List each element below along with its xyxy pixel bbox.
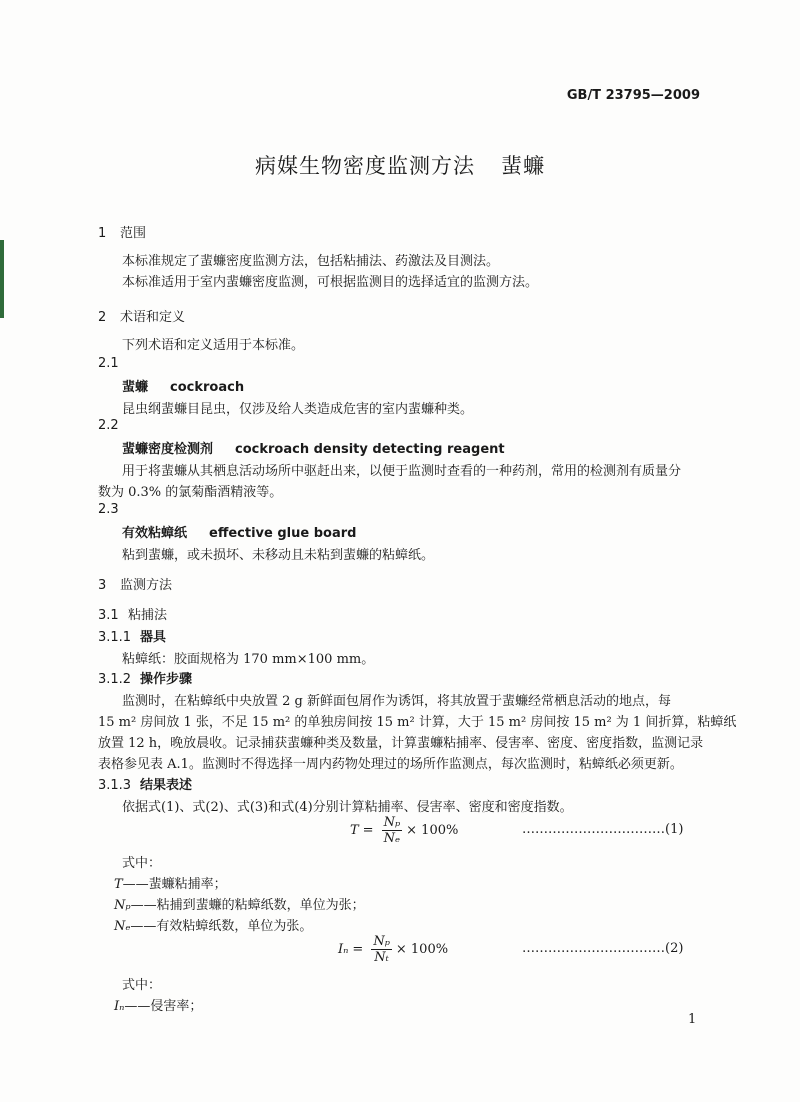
section-3-1-1-heading: 3.1.1 器具 <box>98 630 167 645</box>
section-3-1-1-text: 粘蟑纸：胶面规格为 170 mm×100 mm。 <box>122 652 375 667</box>
section-1-para-2: 本标准适用于室内蜚蠊密度监测，可根据监测目的选择适宜的监测方法。 <box>122 275 539 290</box>
definition-T: T——蜚蠊粘捕率； <box>114 877 227 892</box>
term-2-3: 有效粘蟑纸 effective glue board <box>122 526 357 541</box>
term-2-1-number: 2.1 <box>98 356 119 371</box>
title-main: 病媒生物密度监测方法 <box>255 154 475 178</box>
section-3-1-2-heading: 3.1.2 操作步骤 <box>98 672 193 687</box>
formula-2-label: ……………………………(2) <box>522 941 684 956</box>
term-2-2: 蜚蠊密度检测剂 cockroach density detecting reagent <box>122 442 505 457</box>
term-2-1: 蜚蠊 cockroach <box>122 380 245 395</box>
section-3-1-2-line-2: 15 m² 房间放 1 张，不足 15 m² 的单独房间按 15 m² 计算，大于 15 m² 房间按 15 m² 为 1 间折算，粘蟑纸 <box>98 715 737 730</box>
section-2-heading: 2 术语和定义 <box>98 310 186 325</box>
title-sub: 蜚蠊 <box>501 154 545 178</box>
definition-Np: Nₚ——粘捕到蜚蠊的粘蟑纸数，单位为张； <box>114 898 365 913</box>
formula-2: Iₙ = $\frac{\text{Nₚ}}{\text{Nₜ}}$ × 100% <box>338 934 449 965</box>
page-number: 1 <box>688 1012 697 1027</box>
section-3-1-heading: 3.1 粘捕法 <box>98 608 168 623</box>
section-3-1-2-line-1: 监测时，在粘蟑纸中央放置 2 g 新鲜面包屑作为诱饵，将其放置于蜚蠊经常栖息活动的地点，每 <box>122 694 671 709</box>
definition-Ne: Nₑ——有效粘蟑纸数，单位为张。 <box>114 919 313 934</box>
term-2-1-definition: 昆虫纲蜚蠊目昆虫，仅涉及给人类造成危害的室内蜚蠊种类。 <box>122 402 474 417</box>
formula-1-fraction: $\frac{\text{Nₚ}}{\text{Nₑ}}$ <box>383 815 401 846</box>
section-2-intro: 下列术语和定义适用于本标准。 <box>122 338 305 353</box>
section-3-1-3-intro: 依据式(1)、式(2)、式(3)和式(4)分别计算粘捕率、侵害率、密度和密度指数。 <box>122 800 573 815</box>
section-1-heading: 1 范围 <box>98 226 147 241</box>
section-1-para-1: 本标准规定了蜚蠊密度监测方法，包括粘捕法、药激法及目测法。 <box>122 254 500 269</box>
formula-1-label: ……………………………(1) <box>522 822 684 837</box>
section-3-heading: 3 监测方法 <box>98 578 173 593</box>
document-title <box>0 150 800 180</box>
section-3-1-2-line-4: 表格参见表 A.1。监测时不得选择一周内药物处理过的场所作监测点，每次监测时，粘蟑纸必须更新。 <box>98 757 683 772</box>
section-3-1-2-line-3: 放置 12 h，晚放晨收。记录捕获蜚蠊种类及数量，计算蜚蠊粘捕率、侵害率、密度、密度指数，监测记录 <box>98 736 704 751</box>
term-2-2-number: 2.2 <box>98 418 119 433</box>
where-label-2: 式中： <box>122 978 162 993</box>
standard-number: GB/T 23795—2009 <box>566 88 700 103</box>
term-2-2-definition-line-1: 用于将蜚蠊从其栖息活动场所中驱赶出来，以便于监测时查看的一种药剂，常用的检测剂有质量分 <box>122 464 682 479</box>
formula-1: T = $\frac{\text{Nₚ}}{\text{Nₑ}}$ × 100% <box>350 815 459 846</box>
section-3-1-3-heading: 3.1.3 结果表述 <box>98 778 193 793</box>
term-2-3-number: 2.3 <box>98 502 119 517</box>
term-2-2-definition-line-2: 数为 0.3% 的氯菊酯酒精液等。 <box>98 485 283 500</box>
term-2-3-definition: 粘到蜚蠊，或未损坏、未移动且未粘到蜚蠊的粘蟑纸。 <box>122 548 435 563</box>
definition-In: Iₙ——侵害率； <box>114 999 203 1014</box>
where-label-1: 式中： <box>122 856 162 871</box>
formula-2-fraction: $\frac{\text{Nₚ}}{\text{Nₜ}}$ <box>373 934 390 965</box>
page-edge-mark <box>0 240 4 318</box>
